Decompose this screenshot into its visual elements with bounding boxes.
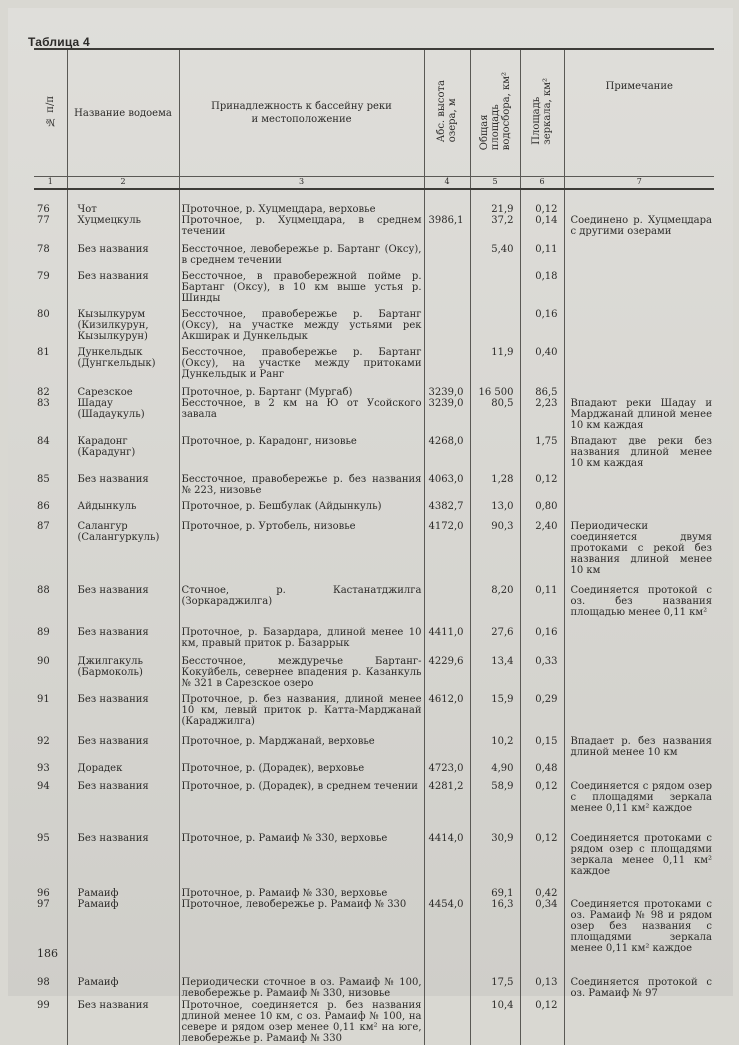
cell-catchment: 4,90 bbox=[470, 759, 520, 775]
cell-catchment: 69,1 16,3 bbox=[470, 878, 520, 955]
cell-basin: Бессточное, правобережье р. Бартанг (Оксу), на участке между устьями рек Акшиpак и Дункельдык bbox=[179, 305, 424, 343]
cell-name: Без названия bbox=[67, 470, 179, 497]
cell-catchment: 90,3 bbox=[470, 513, 520, 577]
table-row bbox=[34, 497, 714, 513]
cell-name: Без названия bbox=[67, 690, 179, 728]
table-row bbox=[34, 690, 714, 728]
cell-catchment: 8,20 bbox=[470, 577, 520, 619]
cell-basin: Сточное, р. Кастанатджилга (Зоркараджилга) bbox=[179, 577, 424, 619]
cell-basin: Бессточное, в правобережной пойме р. Бартанг (Оксу), в 10 км выше устья р. Шинды bbox=[179, 267, 424, 305]
book-page bbox=[8, 8, 733, 1044]
cell-catchment bbox=[470, 432, 520, 470]
table-caption: Таблица 4 bbox=[28, 35, 90, 49]
cell-no: 93 bbox=[37, 763, 50, 774]
col-number: 6 bbox=[520, 177, 564, 190]
cell-name: Дункельдык (Дунгкельдык) bbox=[67, 343, 179, 381]
cell-catchment: 21,9 37,2 bbox=[470, 189, 520, 238]
cell-name: Без названия bbox=[67, 775, 179, 815]
table-row bbox=[34, 650, 714, 690]
col-number: 2 bbox=[67, 177, 179, 190]
cell-no: 98 bbox=[37, 977, 50, 988]
cell-catchment: 30,9 bbox=[470, 815, 520, 878]
cell-note bbox=[564, 238, 714, 267]
table-row bbox=[34, 577, 714, 619]
table-row bbox=[34, 878, 714, 955]
cell-no: 94 bbox=[37, 781, 50, 792]
cell-area: 0,13 bbox=[520, 955, 564, 1000]
table-row bbox=[34, 815, 714, 878]
cell-area: 0,15 bbox=[520, 728, 564, 759]
cell-note bbox=[564, 759, 714, 775]
table-row bbox=[34, 728, 714, 759]
cell-height: 4172,0 bbox=[424, 513, 470, 577]
cell-basin: Бессточное, междуречье Бартанг-Кокуйбель, севернее впадения р. Казанкуль № 321 в Сарезское озеро bbox=[179, 650, 424, 690]
cell-area: 2,40 bbox=[520, 513, 564, 577]
cell-note: Впадают две реки без названия длиной менее 10 км каждая bbox=[564, 432, 714, 470]
cell-no: 86 bbox=[37, 501, 50, 512]
cell-basin: Проточное, р. Марджанай, верховье bbox=[179, 728, 424, 759]
cell-note: Соединено р. Хуцмецдара с другими озерами bbox=[564, 189, 714, 238]
cell-height: 4454,0 bbox=[424, 878, 470, 955]
cell-height bbox=[424, 1000, 470, 1045]
cell-catchment: 15,9 bbox=[470, 690, 520, 728]
cell-height: 3986,1 bbox=[424, 189, 470, 238]
cell-name: Без названия bbox=[67, 577, 179, 619]
cell-basin: Проточное, р. Бешбулак (Айдынкуль) bbox=[179, 497, 424, 513]
cell-name: Без названия bbox=[67, 267, 179, 305]
cell-no: 92 bbox=[37, 736, 50, 747]
cell-note bbox=[564, 1000, 714, 1045]
cell-name: Дорадек bbox=[67, 759, 179, 775]
cell-name: Джилгакуль (Бармоколь) bbox=[67, 650, 179, 690]
cell-no: 81 bbox=[37, 347, 50, 358]
col-number: 5 bbox=[470, 177, 520, 190]
cell-no: 88 bbox=[37, 585, 50, 596]
cell-basin: Проточное, соединяется р. без названия длиной менее 10 км, с оз. Рамаиф № 100, на севере и рядом озер менее 0,11 км² на юге, левобережье р. Рамаиф № 330 bbox=[179, 1000, 424, 1045]
header-basin: Принадлежность к бассейну реки и местоположение bbox=[179, 49, 424, 177]
cell-height: 4063,0 bbox=[424, 470, 470, 497]
cell-note bbox=[564, 343, 714, 381]
cell-no: 91 bbox=[37, 694, 50, 705]
cell-note: Соединяется протокой с оз. Рамаиф № 97 bbox=[564, 955, 714, 1000]
cell-no: 90 bbox=[37, 656, 50, 667]
col-number: 4 bbox=[424, 177, 470, 190]
cell-note: Периодически соединяется двумя протоками с рекой без названия длиной менее 10 км bbox=[564, 513, 714, 577]
cell-name: Без названия bbox=[67, 238, 179, 267]
page-number: 186 bbox=[37, 947, 58, 960]
cell-no: 79 bbox=[37, 271, 50, 282]
cell-note bbox=[564, 305, 714, 343]
lakes-table bbox=[34, 48, 714, 1045]
table-row bbox=[34, 343, 714, 381]
cell-name: Чот Хуцмецкуль bbox=[67, 189, 179, 238]
cell-area: 0,12 bbox=[520, 775, 564, 815]
table-row bbox=[34, 432, 714, 470]
cell-catchment bbox=[470, 305, 520, 343]
cell-area: 0,11 bbox=[520, 238, 564, 267]
cell-area: 0,29 bbox=[520, 690, 564, 728]
cell-height: 4229,6 bbox=[424, 650, 470, 690]
col-number: 3 bbox=[179, 177, 424, 190]
table-row bbox=[34, 775, 714, 815]
cell-note bbox=[564, 619, 714, 650]
table-row bbox=[34, 619, 714, 650]
cell-height: 4612,0 bbox=[424, 690, 470, 728]
table-row bbox=[34, 238, 714, 267]
cell-no: 99 bbox=[37, 1000, 50, 1011]
col-number: 1 bbox=[34, 177, 67, 190]
cell-basin: Бессточное, левобережье р. Бартанг (Оксу), в среднем течении bbox=[179, 238, 424, 267]
cell-basin: Проточное, р. без названия, длиной менее 10 км, левый приток р. Катта-Марджанай (Караджилга) bbox=[179, 690, 424, 728]
header-no: № п/п bbox=[34, 49, 67, 177]
cell-area: 0,40 bbox=[520, 343, 564, 381]
cell-note: Впадают реки Шадау и Марджанай длиной менее 10 км каждая bbox=[564, 381, 714, 432]
cell-area: 0,16 bbox=[520, 619, 564, 650]
table-row bbox=[34, 267, 714, 305]
table-row bbox=[34, 189, 714, 238]
cell-area: 0,12 bbox=[520, 1000, 564, 1045]
cell-height: 4281,2 bbox=[424, 775, 470, 815]
cell-basin: Проточное, р. Хуцмецдара, верховье Проточное, р. Хуцмецдара, в среднем течении bbox=[179, 189, 424, 238]
table-row bbox=[34, 513, 714, 577]
cell-area: 0,12 0,14 bbox=[520, 189, 564, 238]
cell-no: 82 83 bbox=[37, 387, 50, 409]
cell-note: Соединяется протокой с оз. без названия площадью менее 0,11 км² bbox=[564, 577, 714, 619]
cell-note: Соединяется протоками с рядом озер с площадями зеркала менее 0,11 км² каждое bbox=[564, 815, 714, 878]
cell-note bbox=[564, 470, 714, 497]
cell-basin: Проточное, р. (Дорадек), верховье bbox=[179, 759, 424, 775]
cell-basin: Проточное, р. (Дорадек), в среднем течении bbox=[179, 775, 424, 815]
cell-area: 0,12 bbox=[520, 470, 564, 497]
cell-area: 86,5 2,23 bbox=[520, 381, 564, 432]
cell-catchment: 10,4 bbox=[470, 1000, 520, 1045]
cell-basin: Бессточное, правобережье р. Бартанг (Оксу), на участке между притоками Дункельдык и Ранг bbox=[179, 343, 424, 381]
header-name: Название водоема bbox=[67, 49, 179, 177]
cell-name: Кызылкурум (Кизилкурун, Кызылкурун) bbox=[67, 305, 179, 343]
table-row bbox=[34, 955, 714, 1000]
cell-area: 0,16 bbox=[520, 305, 564, 343]
cell-area: 0,18 bbox=[520, 267, 564, 305]
cell-name: Сарезское Шадау (Шадаукуль) bbox=[67, 381, 179, 432]
cell-name: Айдынкуль bbox=[67, 497, 179, 513]
cell-area: 0,12 bbox=[520, 815, 564, 878]
cell-height: 4268,0 bbox=[424, 432, 470, 470]
cell-height bbox=[424, 728, 470, 759]
table-row bbox=[34, 305, 714, 343]
cell-catchment: 17,5 bbox=[470, 955, 520, 1000]
cell-name: Без названия bbox=[67, 1000, 179, 1045]
cell-height bbox=[424, 343, 470, 381]
table-row bbox=[34, 381, 714, 432]
cell-name: Карадонг (Карадунг) bbox=[67, 432, 179, 470]
cell-catchment: 16 500 80,5 bbox=[470, 381, 520, 432]
cell-catchment: 58,9 bbox=[470, 775, 520, 815]
cell-catchment: 1,28 bbox=[470, 470, 520, 497]
cell-height: 4382,7 bbox=[424, 497, 470, 513]
cell-no: 78 bbox=[37, 244, 50, 255]
table-row bbox=[34, 1000, 714, 1045]
cell-catchment: 11,9 bbox=[470, 343, 520, 381]
cell-height bbox=[424, 267, 470, 305]
cell-basin: Проточное, р. Базардара, длиной менее 10 км, правый приток р. Базаррык bbox=[179, 619, 424, 650]
cell-basin: Проточное, р. Бартанг (Мургаб) Бессточное, в 2 км на Ю от Усойского завала bbox=[179, 381, 424, 432]
cell-note bbox=[564, 690, 714, 728]
cell-name: Без названия bbox=[67, 815, 179, 878]
header-catchment: Общая площадь водосбора, км² bbox=[470, 49, 520, 177]
cell-area: 0,80 bbox=[520, 497, 564, 513]
cell-no: 89 bbox=[37, 627, 50, 638]
cell-catchment: 13,4 bbox=[470, 650, 520, 690]
cell-height: 4411,0 bbox=[424, 619, 470, 650]
cell-no: 80 bbox=[37, 309, 50, 320]
cell-basin: Бессточное, правобережье р. без названия № 223, низовье bbox=[179, 470, 424, 497]
cell-no: 96 97 bbox=[37, 888, 50, 910]
cell-catchment bbox=[470, 267, 520, 305]
cell-height bbox=[424, 577, 470, 619]
cell-area: 1,75 bbox=[520, 432, 564, 470]
header-height: Абс. высота озера, м bbox=[424, 49, 470, 177]
cell-basin: Проточное, р. Рамаиф № 330, верховье Проточное, левобережье р. Рамаиф № 330 bbox=[179, 878, 424, 955]
cell-area: 0,11 bbox=[520, 577, 564, 619]
cell-name: Без названия bbox=[67, 619, 179, 650]
cell-height: 3239,0 3239,0 bbox=[424, 381, 470, 432]
cell-area: 0,33 bbox=[520, 650, 564, 690]
cell-no: 95 bbox=[37, 833, 50, 844]
header-area: Площадь зеркала, км² bbox=[520, 49, 564, 177]
cell-note: Соединяется с рядом озер с площадями зеркала менее 0,11 км² каждое bbox=[564, 775, 714, 815]
cell-basin: Проточное, р. Карадонг, низовье bbox=[179, 432, 424, 470]
header-note: Примечание bbox=[564, 49, 714, 177]
cell-no: 87 bbox=[37, 521, 50, 532]
col-number: 7 bbox=[564, 177, 714, 190]
cell-name: Без названия bbox=[67, 728, 179, 759]
cell-height: 4723,0 bbox=[424, 759, 470, 775]
cell-no: 84 bbox=[37, 436, 50, 447]
cell-note: Впадает р. без названия длиной менее 10 км bbox=[564, 728, 714, 759]
cell-note: Соединяется протоками с оз. Рамаиф № 98 и рядом озер без названия с площадями зеркала менее 0,11 км² каждое bbox=[564, 878, 714, 955]
cell-name: Салангур (Салангуркуль) bbox=[67, 513, 179, 577]
cell-name: Рамаиф Рамаиф bbox=[67, 878, 179, 955]
cell-no: 85 bbox=[37, 474, 50, 485]
cell-note bbox=[564, 497, 714, 513]
cell-catchment: 27,6 bbox=[470, 619, 520, 650]
cell-catchment: 10,2 bbox=[470, 728, 520, 759]
cell-name: Рамаиф bbox=[67, 955, 179, 1000]
cell-no: 76 77 bbox=[37, 204, 50, 226]
cell-note bbox=[564, 267, 714, 305]
cell-basin: Периодически сточное в оз. Рамаиф № 100, левобережье р. Рамаиф № 330, низовье bbox=[179, 955, 424, 1000]
cell-catchment: 13,0 bbox=[470, 497, 520, 513]
table-row bbox=[34, 759, 714, 775]
cell-height bbox=[424, 305, 470, 343]
cell-catchment: 5,40 bbox=[470, 238, 520, 267]
cell-basin: Проточное, р. Рамаиф № 330, верховье bbox=[179, 815, 424, 878]
table-row bbox=[34, 470, 714, 497]
cell-height bbox=[424, 955, 470, 1000]
cell-area: 0,48 bbox=[520, 759, 564, 775]
cell-area: 0,42 0,34 bbox=[520, 878, 564, 955]
cell-note bbox=[564, 650, 714, 690]
cell-basin: Проточное, р. Уртобель, низовье bbox=[179, 513, 424, 577]
cell-height bbox=[424, 238, 470, 267]
cell-height: 4414,0 bbox=[424, 815, 470, 878]
